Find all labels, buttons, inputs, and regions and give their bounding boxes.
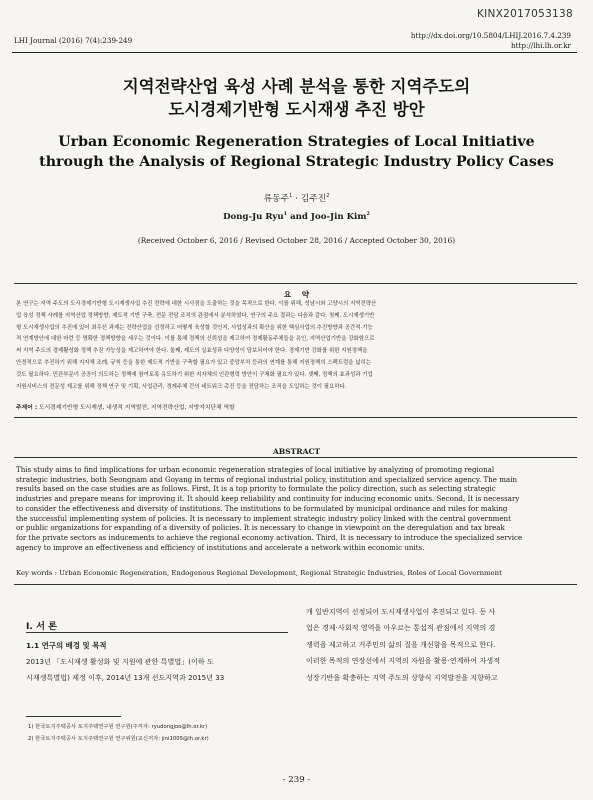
body-line: 성장기반을 확충하는 지역 주도의 상향식 지역발전을 지향하고: [306, 672, 498, 682]
abstract-kr-line: 것도 필요하다. 민관부문이 공공이 의도하는 정책에 참여토록 유도하기 위한 지자체의 인관형력 방안이 구체화 필요가 있다. 셋째, 정책의 효과성과 기업: [16, 371, 373, 378]
english-title-line-1: Urban Economic Regeneration Strategies of Local Initiative: [58, 134, 535, 150]
abstract-en-line: strategic industries, both Seongnam and Goyang in terms of regional industrial policy, institution and specialized service agency. The main: [16, 474, 518, 484]
author-1-kr: 류동주: [263, 194, 290, 204]
abstract-en-line: industries and prepare means for improving it. It should keep reliability and continuity for inducing economic units. Second, It is necessary: [16, 494, 520, 504]
section-title-rule: [26, 632, 288, 633]
body-line: 시재생특별법) 제정 이후, 2014년 13개 선도지역과 2015년 33: [26, 673, 225, 683]
abstract-kr-line: 써 지역 주도의 경제활성화 정책 추진 가능성을 제고하여야 한다. 둘째, 제도의 실효성과 다양성이 담보되어야 한다. 경제기반 강화를 위한 지원정책을: [16, 348, 368, 355]
author-2-en: Joo-Jin Kim: [310, 211, 367, 222]
header-divider: [12, 52, 577, 53]
author-1-en: Dong-Ju Ryu: [223, 211, 284, 222]
header-links: [411, 31, 571, 51]
body-line: 업은 경제·사회적 영역을 아우르는 통섭적 관점에서 지역의 경: [306, 623, 496, 633]
footnote-divider: [26, 716, 121, 717]
body-right-column: [306, 604, 572, 686]
abstract-en-line: agency to improve an effectiveness and efficiency of institutions and accelerate a network within economic units.: [16, 542, 425, 552]
abstract-kr-line: 적 연계방안에 대한 마련 등 명확한 정책방향을 세우는 것이다. 이를 통해 정책의 신뢰성을 제고하여 경제활동주체들을 유인, 지역산업기반을 강화함으로: [16, 336, 375, 343]
abstract-en-line: to consider the effectiveness and diversity of institutions. The institutions to be formulated by municipal ordinance and rules for making: [16, 503, 508, 513]
abstract-en-line: results based on the case studies are as follows. First, It is a top priority to formulate the policy direction, such as selecting strategic: [16, 484, 496, 494]
keywords-kr: 주제어 : 도시경제기반형 도시재생, 내생적 지역발전, 지역전략산업, 지방자치단체 역할: [16, 405, 235, 411]
korean-authors: 류동주$^1$ · 김주진$^2$: [263, 193, 330, 204]
abstract-kr-line: 업 육성 정책 사례를 지역산업 정책방향, 제도적 기반 구축, 전문 전담 조직의 관점에서 분석하였다. 연구의 주요 결과는 다음과 같다. 첫째, 도시재생기반: [16, 312, 375, 319]
footnote-1: 1) 한국토지주택공사 토지주택연구원 연구원(주저자: ryudongjoo@lh.or.kr): [28, 724, 208, 730]
submission-dates: (Received October 6, 2016 / Revised October 28, 2016 / Accepted October 30, 2016): [137, 236, 456, 245]
body-left-column: [26, 654, 288, 687]
english-authors: Dong-Ju Ryu$^1$ and Joo-Jin Kim$^2$: [223, 211, 370, 222]
abstract-kr-line: 형 도시재생사업의 추진에 있어 최우선 과제는 전략산업을 선정하고 어떻게 육성할 것인지, 사업성과의 확산을 위한 핵심사업의 추진방향과 공간적·기능: [16, 324, 373, 331]
abstract-en-bottom-rule: [14, 584, 577, 585]
abstract-kr-bottom-rule: [14, 417, 577, 418]
abstract-kr-top-rule: [14, 283, 577, 284]
body-line: 2013년 「도시재생 활성화 및 지원에 관한 특별법」(이하 도: [26, 657, 214, 666]
abstract-kr-body: [16, 299, 579, 393]
journal-url[interactable]: http://lhi.lh.or.kr: [510, 41, 571, 50]
document-id: KINX2017053138: [476, 8, 573, 20]
page-number: - 239 -: [282, 775, 311, 785]
doi-link[interactable]: http://dx.doi.org/10.5804/LHIJ.2016.7.4.239: [410, 31, 571, 40]
abstract-en-line: or public organizations for expanding of a diversity of policies. It is necessary to change in viewpoint on the deregulation and tax break: [16, 523, 505, 533]
abstract-en-line: the successful implementing system of policies. It is necessary to implement strategic industry policy linked with the central government: [16, 513, 511, 523]
english-title-line-2: through the Analysis of Regional Strategic Industry Policy Cases: [39, 154, 554, 170]
abstract-en-body: [16, 465, 579, 552]
author-2-kr: 김주진: [300, 194, 327, 204]
korean-title-line-2: 도시경제기반형 도시재생 추진 방안: [168, 100, 425, 119]
subsection-title: 1.1 연구의 배경 및 목적: [26, 641, 107, 650]
abstract-en-top-rule: [14, 457, 577, 458]
section-title: Ⅰ. 서 론: [26, 621, 58, 632]
body-line: 개 일반지역이 선정되어 도시재생사업이 추진되고 있다. 동 사: [306, 607, 496, 616]
body-line: 이러한 목적의 연장선에서 지역의 자원을 활용·연계하여 자생적: [306, 656, 500, 666]
abstract-en-line: for the private sectors as inducements to achieve the regional economy activation. Third, It is necessary to introduce the specialized service: [16, 532, 523, 542]
abstract-kr-line: 안정적으로 추진하기 위해 지자체 조례, 규칙 등을 통한 제도적 기반을 구축할 필요가 있고 중앙부처 등과의 연계를 통해 지원정책의 스펙트럼을 넓히는: [16, 359, 371, 366]
keywords-en: Key words : Urban Economic Regeneration, Endogenous Regional Development, Regional Strategic Industries, Roles of Local Government: [16, 569, 502, 577]
abstract-kr-line: 지원서비스의 전문성 제고를 위해 정책 연구 및 기획, 사업관리, 경제주체 간의 네트워크 촉진 등을 전담하는 조직을 도입하는 것이 필요하다.: [16, 383, 347, 390]
abstract-en-line: This study aims to find implications for urban economic regeneration strategies of local initiative by analyzing of promoting regional: [16, 465, 495, 474]
journal-reference: LHI Journal (2016) 7(4):239-249: [14, 36, 133, 45]
abstract-en-heading: ABSTRACT: [272, 447, 321, 456]
abstract-kr-heading: 요 약: [283, 290, 310, 299]
body-line: 쟁력을 제고하고 거주민의 삶의 질을 개선함을 목적으로 한다.: [306, 639, 496, 649]
footnote-2: 2) 한국토지주택공사 토지주택연구원 연구위원(교신저자: jini1005@lh.or.kr): [28, 736, 209, 742]
korean-title-line-1: 지역전략산업 육성 사례 분석을 통한 지역주도의: [122, 77, 471, 96]
abstract-kr-line: 본 연구는 지역 주도의 도시경제기반형 도시재생사업 추진 전략에 대한 시사점을 도출하는 것을 목적으로 한다. 이를 위해, 성남시와 고양시의 지역전략산: [16, 301, 377, 307]
